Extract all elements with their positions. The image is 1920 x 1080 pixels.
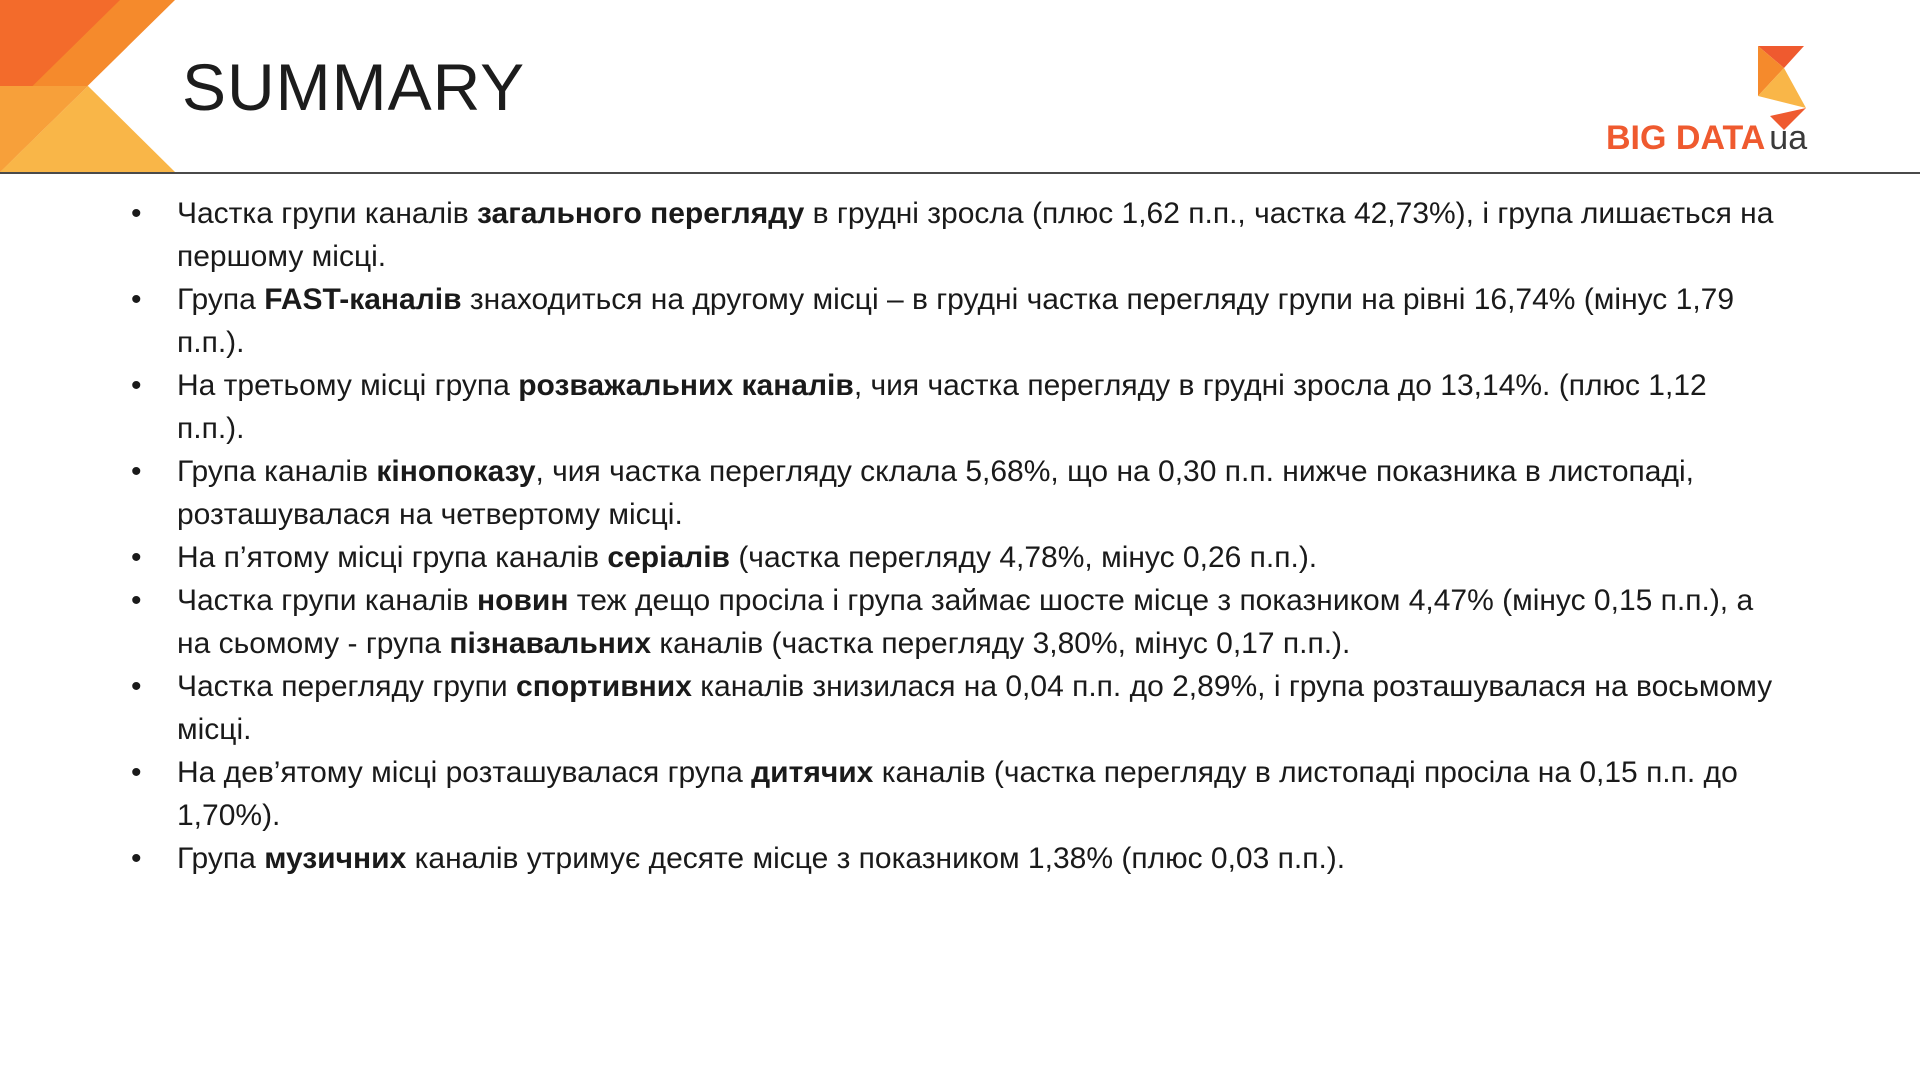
summary-list (125, 192, 1775, 880)
logo-text (1606, 118, 1807, 158)
bullet-item: • Частка перегляду групи спортивних каналів знизилася на 0,04 п.п. до 2,89%, і група розташувалася на восьмому місці. (125, 665, 1775, 751)
bullet-item: • Частка групи каналів загального перегляду в грудні зросла (плюс 1,62 п.п., частка 42,73%), і група лишається на першому місці. (125, 192, 1775, 278)
bullet-item: • На дев’ятому місці розташувалася група дитячих каналів (частка перегляду в листопаді просіла на 0,15 п.п. до 1,70%). (125, 751, 1775, 837)
logo-brand: BIG DATA (1606, 119, 1766, 157)
header-divider (0, 172, 1920, 174)
big-data-logo (1606, 46, 1836, 158)
bullet-item: • На третьому місці група розважальних каналів, чия частка перегляду в грудні зросла до 13,14%. (плюс 1,12 п.п.). (125, 364, 1775, 450)
bullet-item: • Група музичних каналів утримує десяте місце з показником 1,38% (плюс 0,03 п.п.). (125, 837, 1775, 880)
bullet-item: • На п’ятому місці група каналів серіалів (частка перегляду 4,78%, мінус 0,26 п.п.). (125, 536, 1775, 579)
bullet-item: • Група FAST-каналів знаходиться на другому місці – в грудні частка перегляду групи на рівні 16,74% (мінус 1,79 п.п.). (125, 278, 1775, 364)
slide-title: SUMMARY (182, 50, 526, 124)
corner-decoration (0, 0, 175, 172)
bullet-item: • Група каналів кінопоказу, чия частка перегляду склала 5,68%, що на 0,30 п.п. нижче показника в листопаді, розташувалася на четвертому місці. (125, 450, 1775, 536)
logo-suffix: ua (1769, 119, 1808, 157)
bullet-item: • Частка групи каналів новин теж дещо просіла і група займає шосте місце з показником 4,47% (мінус 0,15 п.п.), а на сьомому - група пізнавальних каналів (частка перегляду 3,80%, мінус 0,17 п.п.). (125, 579, 1775, 665)
